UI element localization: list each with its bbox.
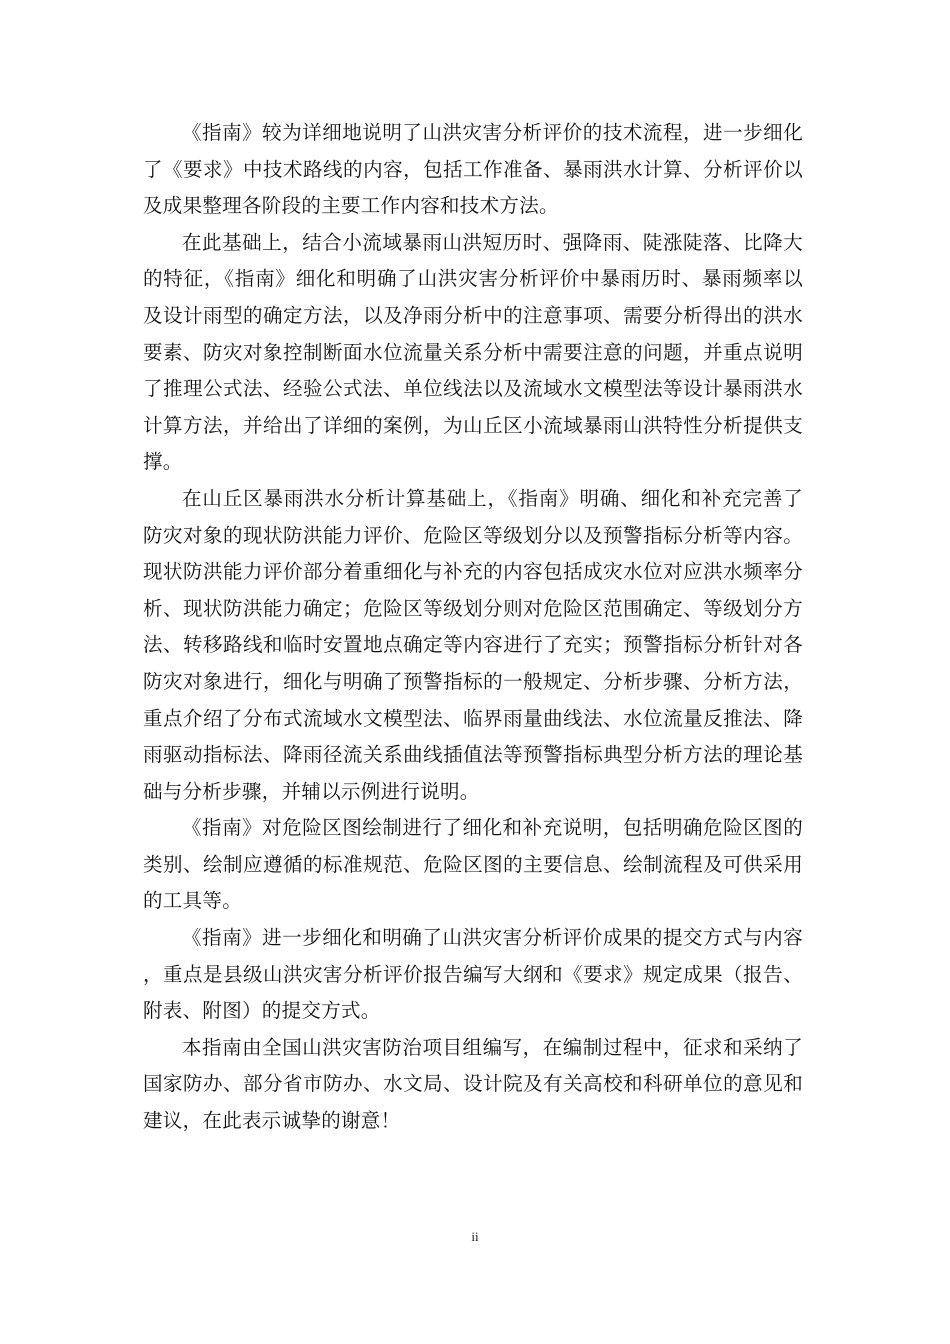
paragraph-deliverables: 《指南》进一步细化和明确了山洪灾害分析评价成果的提交方式与内容，重点是县级山洪灾害分析评价报告编写大纲和《要求》规定成果（报告、附表、附图）的提交方式。 — [143, 926, 803, 1023]
paragraph-evaluation-warning: 在山丘区暴雨洪水分析计算基础上，《指南》明确、细化和补充完善了防灾对象的现状防洪能力评价、危险区等级划分以及预警指标分析等内容。现状防洪能力评价部分着重细化与补充的内容包括成灾水位对应洪水频率分析、现状防洪能力确定；危险区等级划分则对危险区范围确定、等级划分方法、转移路线和临时安置地点确定等内容进行了充实；预警指标分析针对各防灾对象进行，细化与明确了预警指标的一般规定、分析步骤、分析方法，重点介绍了分布式流域水文模型法、临界雨量曲线法、水位流量反推法、降雨驱动指标法、降雨径流关系曲线插值法等预警指标典型分析方法的理论基础与分析步骤，并辅以示例进行说明。 — [143, 486, 803, 803]
page-number: ii — [471, 1229, 479, 1244]
paragraph-hazard-map: 《指南》对危险区图绘制进行了细化和补充说明，包括明确危险区图的类别、绘制应遵循的标准规范、危险区图的主要信息、绘制流程及可供采用的工具等。 — [143, 816, 803, 913]
paragraph-acknowledgement: 本指南由全国山洪灾害防治项目组编写，在编制过程中，征求和采纳了国家防办、部分省市防办、水文局、设计院及有关高校和科研单位的意见和建议，在此表示诚挚的谢意！ — [143, 1035, 803, 1133]
body-text — [143, 115, 803, 1140]
paragraph-flood-calculation: 在此基础上，结合小流域暴雨山洪短历时、强降雨、陡涨陡落、比降大的特征，《指南》细化和明确了山洪灾害分析评价中暴雨历时、暴雨频率以及设计雨型的确定方法，以及净雨分析中的注意事项、需要分析得出的洪水要素、防灾对象控制断面水位流量关系分析中需要注意的问题，并重点说明了推理公式法、经验公式法、单位线法以及流域水文模型法等设计暴雨洪水计算方法，并给出了详细的案例，为山丘区小流域暴雨山洪特性分析提供支撑。 — [143, 230, 803, 474]
paragraph-workflow: 《指南》较为详细地说明了山洪灾害分析评价的技术流程，进一步细化了《要求》中技术路线的内容，包括工作准备、暴雨洪水计算、分析评价以及成果整理各阶段的主要工作内容和技术方法。 — [143, 121, 803, 218]
